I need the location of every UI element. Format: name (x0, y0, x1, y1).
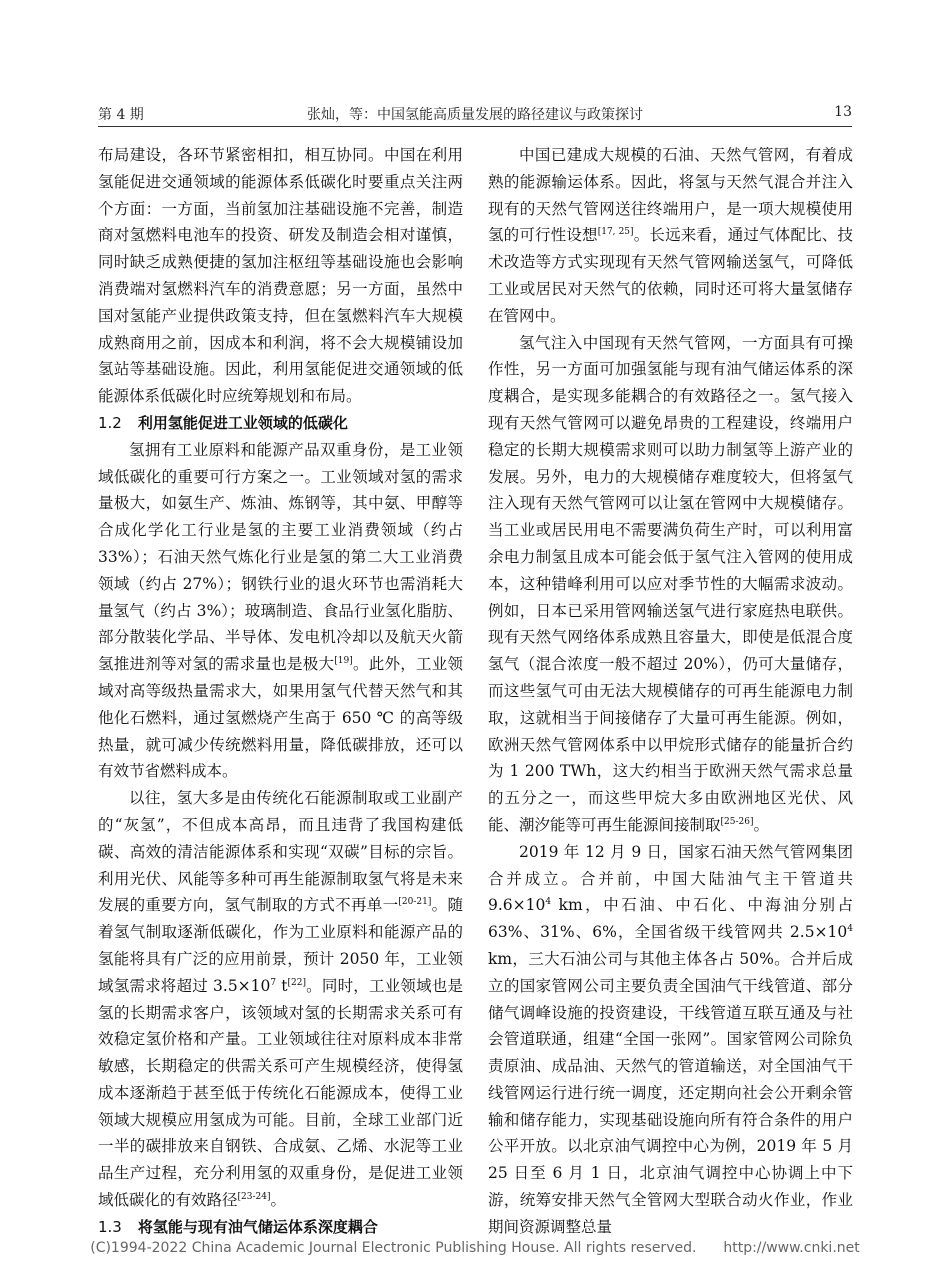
paragraph: 氢气注入中国现有天然气管网，一方面具有可操作性，另一方面可加强氢能与现有油气储运体系的深度耦合，是实现多能耦合的有效路径之一。氢气接入现有天然气管网可以避免昂贵的工程建设，终端用户稳定的长期大规模需求则可以助力制氢等上游产业的发展。另外，电力的大规模储存难度较大，但将氢气注入现有天然气管网可以让氢在管网中大规模储存。当工业或居民用电不需要满负荷生产时，可以利用富余电力制氢且成本可能会低于氢气注入管网的使用成本，这种错峰利用可以应对季节性的大幅需求波动。例如，日本已采用管网输送氢气进行家庭热电联供。现有天然气网络体系成熟且容量大，即使是低混合度氢气（混合浓度一般不超过 20%），仍可大量储存，而这些氢气可由无法大规模储存的可再生能源电力制取，这就相当于间接储存了大量可再生能源。例如，欧洲天然气管网体系中以甲烷形式储存的能量折合约为 1 200 TWh，这大约相当于欧洲天然气需求总量的五分之一，而这些甲烷大多由欧洲地区光伏、风能、潮汐能等可再生能源间接制取[25-26]。 (488, 333, 853, 834)
paragraph: 以往，氢大多是由传统化石能源制取或工业副产的“灰氢”，不但成本高昂，而且违背了我国构建低碳、高效的清洁能源体系和实现“双碳”目标的宗旨。利用光伏、风能等多种可再生能源制取氢气将是未来发展的重要方向，氢气制取的方式不再单一[20-21]。随着氢气制取逐渐低碳化，作为工业原料和能源产品的氢能将具有广泛的应用前景，预计 2050 年，工业领域氢需求将超过 $3.5\times 10^7$ t[22]。同时，工业领域也是氢的长期需求客户，该领域对氢的长期需求关系可有效稳定氢价格和产量。工业领域往往对原料成本非常敏感，长期稳定的供需关系可产生规模经济，使得氢成本逐渐趋于甚至低于传统化石能源成本，使得工业领域大规模应用氢成为可能。目前，全球工业部门近一半的碳排放来自钢铁、合成氨、乙烯、水泥等工业品生产过程，充分利用氢的双重身份，是促进工业领域低碳化的有效路径[23-24]。 (98, 789, 463, 1210)
citation: [20-21] (398, 897, 432, 908)
running-title: 张灿，等：中国氢能高质量发展的路径建议与政策探讨 (307, 107, 643, 123)
paragraph: 布局建设，各环节紧密相扣，相互协同。中国在利用氢能促进交通领域的能源体系低碳化时要重点关注两个方面：一方面，当前氢加注基础设施不完善，制造商对氢燃料电池车的投资、研发及制造会相对谨慎，同时缺乏成熟便捷的氢加注枢纽等基础设施也会影响消费端对氢燃料汽车的消费意愿；另一方面，虽然中国对氢能产业提供政策支持，但在氢燃料汽车大规模成熟商用之前，因成本和利润，将不会大规模铺设加氢站等基础设施。因此，利用氢能促进交通领域的低能源体系低碳化时应统筹规划和布局。 (98, 146, 463, 406)
citation: [17, 25] (597, 227, 634, 238)
header-rule (98, 126, 852, 127)
citation: [25-26] (720, 816, 754, 827)
right-column (488, 142, 853, 1241)
running-header (98, 100, 852, 126)
citation: [22] (287, 977, 306, 988)
left-column (98, 142, 463, 1241)
paragraph: 中国已建成大规模的石油、天然气管网，有着成熟的能源输运体系。因此，将氢与天然气混合并注入现有的天然气管网送往终端用户，是一项大规模使用氢的可行性设想[17, 25]。长远来看，通过气体配比、技术改造等方式实现现有天然气管网输送氢气，可降低工业或居民对天然气的依赖，同时还可将大量氢储存在管网中。 (488, 146, 853, 325)
paragraph: 2019 年 12 月 9 日，国家石油天然气管网集团合并成立。合并前，中国大陆油气主干管道共 $9.6\times 10^4$ km，中石油、中石化、中海油分别占 63%、31%、6%，全国省级干线管网共 $2.5\times 10^4$ km，三大石油公司与其他主体各占 50%。合并后成立的国家管网公司主要负责全国油气干线管道、部分储气调峰设施的投资建设，干线管道互联互通及与社会管道联通，组建“全国一张网”。国家管网公司除负责原油、成品油、天然气的管道输送，对全国油气干线管网运行进行统一调度，还定期向社会公开剩余管输和储存能力，实现基础设施向所有符合条件的用户公平开放。以北京油气调控中心为例，2019 年 5 月 25 日至 6 月 1 日，北京油气调控中心协调上中下游，统筹安排天然气全管网大型联合动火作业，作业期间资源调整总量 (488, 842, 853, 1236)
section-heading-1-3: 1.3 将氢能与现有油气储运体系深度耦合 (98, 1217, 378, 1236)
source-url[interactable]: http://www.cnki.net (723, 1240, 860, 1256)
page-number: 13 (834, 104, 852, 120)
citation: [19] (334, 655, 353, 666)
copyright-notice: (C)1994-2022 China Academic Journal Electronic Publishing House. All rights reserved. (90, 1240, 697, 1256)
issue-number: 第 4 期 (98, 107, 144, 123)
section-heading-1-2: 1.2 利用氢能促进工业领域的低碳化 (98, 413, 348, 432)
footer (0, 1240, 950, 1256)
citation: [23-24] (237, 1191, 271, 1202)
paragraph: 氢拥有工业原料和能源产品双重身份，是工业领域低碳化的重要可行方案之一。工业领域对氢的需求量极大，如氨生产、炼油、炼钢等，其中氨、甲醇等合成化学化工行业是氢的主要工业消费领域（约占 33%）；石油天然气炼化行业是氢的第二大工业消费领域（约占 27%）；钢铁行业的退火环节也需消耗大量氢气（约占 3%）；玻璃制造、食品行业氢化脂肪、部分散装化学品、半导体、发电机冷却以及航天火箭氢推进剂等对氢的需求量也是极大[19]。此外，工业领域对高等级热量需求大，如果用氢气代替天然气和其他化石燃料，通过氢燃烧产生高于 650 ℃ 的高等级热量，就可减少传统燃料用量，降低碳排放，还可以有效节省燃料成本。 (98, 440, 463, 781)
